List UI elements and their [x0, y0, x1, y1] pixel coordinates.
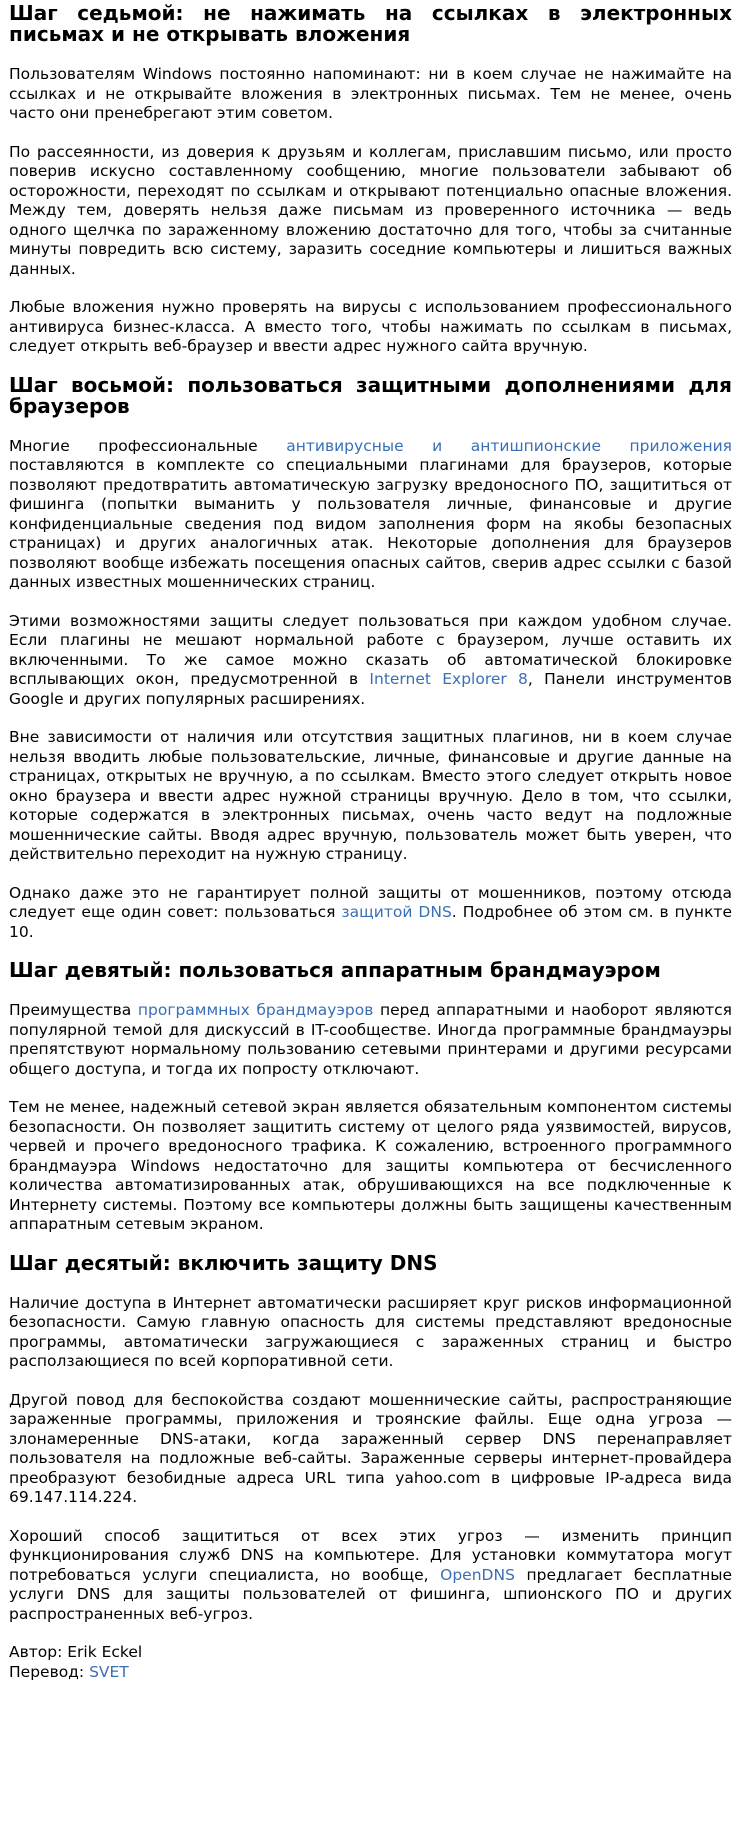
step8-paragraph-2: [9, 612, 732, 710]
article: [0, 3, 741, 1682]
opendns-link[interactable]: OpenDNS: [440, 1565, 515, 1584]
software-firewalls-link[interactable]: программных брандмауэров: [137, 1001, 374, 1019]
step9-heading: Шаг девятый: пользоваться аппаратным брандмауэром: [9, 958, 661, 982]
step7-paragraph-2: По рассеянности, из доверия к друзьям и коллегам, приславшим письмо, или просто поверив искусно составленному сообщению, многие пользователи забывают об осторожности, переходят по ссылкам и открывают потенциально опасные вложения. Между тем, доверять нельзя даже письмам из проверенного источника — ведь одного щелчка по зараженному вложению достаточно для того, чтобы за считанные минуты повредить всю систему, заразить соседние компьютеры и лишиться важных данных.: [9, 142, 732, 278]
step10-p3-text-after: предлагает бесплатные услуги DNS для защиты пользователей от фишинга, шпионского ПО и других распространенных веб-угроз.: [9, 1565, 732, 1623]
dns-protection-link[interactable]: защитой DNS: [341, 903, 452, 921]
step8-p4-text-after: . Подробнее об этом см. в пункте 10.: [9, 903, 732, 941]
step10-p3-text-before: Хороший способ защититься от всех этих угроз — изменить принцип функционирования служб DNS на компьютере. Для установки коммутатора могут потребоваться услуги специалиста, но вообще,: [9, 1526, 732, 1584]
step7-paragraph-3: Любые вложения нужно проверять на вирусы с использованием профессионального антивируса бизнес-класса. А вместо того, чтобы нажимать по ссылкам в письмах, следует открыть веб-браузер и ввести адрес нужного сайта вручную.: [9, 298, 732, 355]
step8-heading: Шаг восьмой: пользоваться защитными дополнениями для браузеров: [9, 372, 732, 418]
step10-paragraph-1: Наличие доступа в Интернет автоматически расширяет круг рисков информационной безопасности. Самую главную опасность для системы представляют вредоносные программы, автоматически загружающиеся с зараженных страниц и быстро расползающиеся по всей корпоративной сети.: [9, 1293, 732, 1370]
credits: [9, 1643, 732, 1682]
step8-p4-text-before: Однако даже это не гарантирует полной защиты от мошенников, поэтому отсюда следует еще один совет: пользоваться: [9, 883, 732, 921]
step9-paragraph-2: Тем не менее, надежный сетевой экран является обязательным компонентом системы безопасности. Он позволяет защитить систему от целого ряда уязвимостей, вирусов, червей и прочего вредоносного трафика. К сожалению, встроенного программного брандмауэра Windows недостаточно для защиты компьютера от бесчисленного количества автоматизированных атак, обрушивающихся на все подключенные к Интернету системы. Поэтому все компьютеры должны быть защищены качественным аппаратным сетевым экраном.: [9, 1098, 732, 1233]
translator-link[interactable]: SVET: [89, 1662, 129, 1681]
step8-p2-text-before: Этими возможностями защиты следует пользоваться при каждом удобном случае. Если плагины не мешают нормальной работе с браузером, лучше оставить их включенными. То же самое можно сказать об автоматической блокировке всплывающих окон, предусмотренной в: [9, 611, 732, 688]
translation-label: Перевод:: [9, 1662, 90, 1681]
step9-p1-text-before: Преимущества: [9, 1001, 138, 1019]
step8-p2-text-after: , Панели инструментов Google и других популярных расширениях.: [9, 670, 732, 708]
step9-paragraph-1: [9, 1001, 732, 1079]
step9-p1-text-after: перед аппаратными и наоборот являются популярной темой для дискуссий в IT-сообществе. Иногда программные брандмауэры препятствуют нормальному пользованию сетевыми принтерами и другими ресурсами общего доступа, и тогда их попросту отключают.: [9, 1001, 733, 1078]
step8-paragraph-4: [9, 884, 732, 943]
antivirus-apps-link[interactable]: антивирусные и антишпионские приложения: [286, 436, 732, 455]
step7-heading: Шаг седьмой: не нажимать на ссылках в электронных письмах и не открывать вложения: [9, 1, 732, 46]
step8-paragraph-1: [9, 437, 732, 593]
step10-heading: Шаг десятый: включить защиту DNS: [9, 1250, 438, 1275]
step8-paragraph-3: Вне зависимости от наличия или отсутствия защитных плагинов, ни в коем случае нельзя вводить любые пользовательские, личные, финансовые и другие данные на страницах, открытых не вручную, а по ссылкам. Вместо этого следует открыть новое окно браузера и ввести адрес нужной страницы вручную. Дело в том, что ссылки, которые содержатся в электронных письмах, очень часто ведут на подложные мошеннические сайты. Вводя адрес вручную, пользователь может быть уверен, что действительно переходит на нужную страницу.: [9, 728, 732, 863]
step10-paragraph-3: [9, 1527, 732, 1625]
translation-line: [9, 1663, 732, 1683]
author-line: Автор: Erik Eckel: [9, 1643, 143, 1661]
internet-explorer-8-link[interactable]: Internet Explorer 8: [369, 670, 528, 688]
step7-paragraph-1: Пользователям Windows постоянно напоминают: ни в коем случае не нажимайте на ссылках и не открывайте вложения в электронных письмах. Тем не менее, очень часто они пренебрегают этим советом.: [9, 65, 732, 122]
step8-p1-text-before: Многие профессиональные: [9, 436, 287, 455]
step8-p1-text-after: поставляются в комплекте со специальными плагинами для браузеров, которые позволяют предотвратить автоматическую загрузку вредоносного ПО, защититься от фишинга (попытки выманить у пользователя личные, финансовые и другие конфиденциальные сведения под видом заполнения форм на якобы безопасных страницах) и других аналогичных атак. Некоторые дополнения для браузеров позволяют вообще избежать посещения опасных сайтов, сверив адрес ссылки с базой данных известных мошеннических страниц.: [9, 456, 732, 591]
step10-paragraph-2: Другой повод для беспокойства создают мошеннические сайты, распространяющие зараженные программы, приложения и троянские файлы. Еще одна угроза — злонамеренные DNS-атаки, когда зараженный сервер DNS перенаправляет пользователя на подложные веб-сайты. Зараженные серверы интернет-провайдера преобразуют безобидные адреса URL типа yahoo.com в цифровые IP-адреса вида 69.147.114.224.: [9, 1390, 732, 1506]
